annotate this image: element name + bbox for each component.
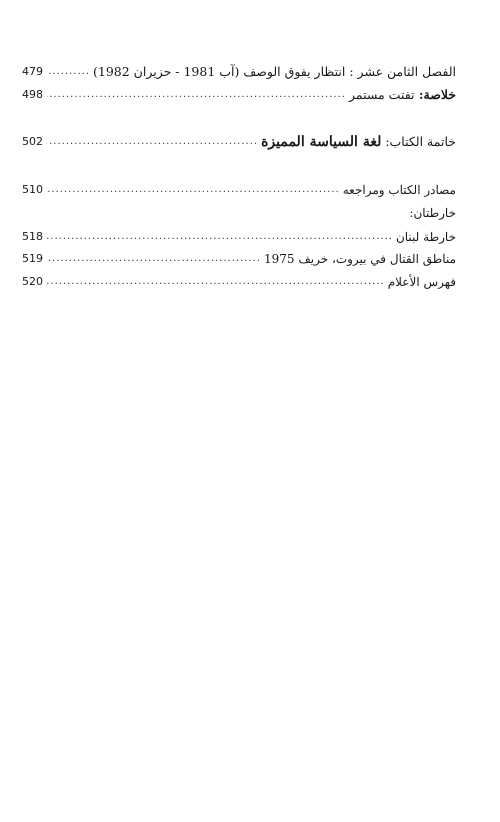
toc-entry-bold: لغة السياسة المميزة bbox=[261, 134, 382, 150]
toc-entry-title: مناطق القتال في بيروت، خريف 1975 bbox=[263, 252, 456, 266]
toc-entry-conclusion bbox=[22, 85, 456, 105]
toc-heading-maps bbox=[22, 203, 456, 223]
toc-entry-sources bbox=[22, 180, 456, 200]
toc-entry-map-beirut bbox=[22, 249, 456, 269]
page-number: 479 bbox=[22, 65, 43, 78]
page-number: 502 bbox=[22, 135, 43, 148]
leader-dots bbox=[47, 135, 258, 149]
toc-section-heading: خارطتان: bbox=[409, 206, 456, 220]
toc-entry-bold: خلاصة: bbox=[414, 87, 456, 102]
toc-entry-title bbox=[349, 85, 456, 105]
toc-entry-title bbox=[261, 132, 456, 152]
leader-dots bbox=[47, 88, 346, 102]
toc-entry-map-lebanon bbox=[22, 227, 456, 247]
toc-entry-text: انتظار يفوق الوصف (آب 1981 - حزيران 1982) bbox=[92, 64, 346, 79]
page-number: 520 bbox=[22, 275, 43, 288]
leader-dots bbox=[47, 230, 393, 244]
toc-entry-book-epilogue bbox=[22, 132, 456, 152]
leader-dots bbox=[47, 275, 385, 289]
toc-entry-title: مصادر الكتاب ومراجعه bbox=[342, 183, 456, 197]
leader-dots bbox=[47, 183, 340, 197]
leader-dots bbox=[47, 252, 261, 266]
toc-entry-title: فهرس الأعلام bbox=[387, 275, 456, 289]
leader-dots bbox=[47, 65, 90, 79]
page-number: 498 bbox=[22, 88, 43, 101]
toc-entry-title bbox=[93, 62, 456, 82]
toc-entry-text: تفتت مستمر bbox=[348, 87, 415, 102]
toc-entry-chapter-18 bbox=[22, 62, 456, 82]
toc-entry-title: خارطة لبنان bbox=[395, 230, 456, 244]
page-number: 510 bbox=[22, 183, 43, 196]
toc-entry-prefix: خاتمة الكتاب: bbox=[381, 134, 456, 149]
page-number: 519 bbox=[22, 252, 43, 265]
toc-entry-index bbox=[22, 272, 456, 292]
toc-entry-prefix: الفصل الثامن عشر : bbox=[345, 64, 456, 79]
page-number: 518 bbox=[22, 230, 43, 243]
